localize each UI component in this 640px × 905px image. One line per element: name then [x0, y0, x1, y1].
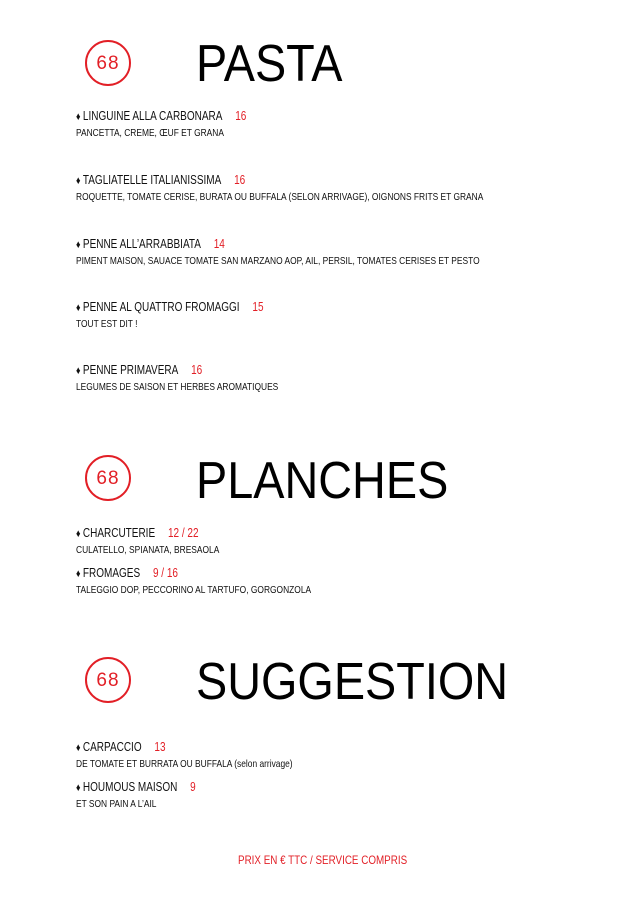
logo-planches: 68	[85, 455, 131, 501]
menu-item-name: CHARCUTERIE	[82, 526, 156, 540]
menu-item-description: DE TOMATE ET BURRATA OU BUFFALA (selon arrivage)	[76, 758, 293, 770]
menu-item-name-line	[76, 237, 480, 253]
menu-item-price: 13	[154, 740, 166, 754]
menu-item-name-line	[76, 363, 278, 379]
menu-item-price: 16	[191, 363, 203, 377]
menu-item	[76, 173, 483, 205]
menu-item-name: FROMAGES	[82, 566, 141, 580]
diamond-icon: ♦	[76, 528, 81, 540]
menu-item-description: PANCETTA, CREME, ŒUF ET GRANA	[76, 127, 224, 139]
menu-item-description: TALEGGIO DOP, PECCORINO AL TARTUFO, GORGONZOLA	[76, 584, 312, 596]
menu-item	[76, 740, 293, 772]
logo-suggestion: 68	[85, 657, 131, 703]
menu-item-name: PENNE AL QUATTRO FROMAGGI	[82, 300, 240, 314]
section-title-pasta: PASTA	[196, 35, 343, 93]
menu-item	[76, 363, 278, 395]
menu-item-price: 9 / 16	[152, 566, 178, 580]
menu-item-name-line	[76, 109, 246, 125]
menu-item-name: HOUMOUS MAISON	[82, 780, 178, 794]
menu-item-name-line	[76, 526, 219, 542]
diamond-icon: ♦	[76, 111, 81, 123]
section-title-planches: PLANCHES	[196, 452, 449, 510]
menu-item-name-line	[76, 173, 483, 189]
menu-item	[76, 526, 219, 558]
menu-item-name: CARPACCIO	[82, 740, 142, 754]
menu-item-name: PENNE ALL’ARRABBIATA	[82, 237, 201, 251]
menu-item-name: TAGLIATELLE ITALIANISSIMA	[82, 173, 222, 187]
menu-item-description: CULATELLO, SPIANATA, BRESAOLA	[76, 544, 220, 556]
diamond-icon: ♦	[76, 175, 81, 187]
menu-item-name-line	[76, 740, 293, 756]
diamond-icon: ♦	[76, 568, 81, 580]
menu-item-price: 9	[190, 780, 196, 794]
menu-item-name: PENNE PRIMAVERA	[82, 363, 179, 377]
menu-item-description: TOUT EST DIT !	[76, 318, 138, 330]
diamond-icon: ♦	[76, 365, 81, 377]
menu-item	[76, 300, 264, 332]
section-title-suggestion: SUGGESTION	[196, 653, 509, 711]
diamond-icon: ♦	[76, 742, 81, 754]
menu-item-description: ET SON PAIN A L’AIL	[76, 798, 157, 810]
menu-item-name-line	[76, 300, 264, 316]
menu-item-name: LINGUINE ALLA CARBONARA	[82, 109, 223, 123]
menu-item	[76, 566, 311, 598]
menu-item-name-line	[76, 566, 311, 582]
menu-item-description: ROQUETTE, TOMATE CERISE, BURATA OU BUFFALA (SELON ARRIVAGE), OIGNONS FRITS ET GRANA	[76, 191, 484, 203]
menu-item-price: 14	[213, 237, 225, 251]
diamond-icon: ♦	[76, 302, 81, 314]
menu-item-price: 16	[235, 109, 247, 123]
menu-item-description: LEGUMES DE SAISON ET HERBES AROMATIQUES	[76, 381, 279, 393]
menu-item-price: 12 / 22	[167, 526, 199, 540]
diamond-icon: ♦	[76, 239, 81, 251]
menu-item-description: PIMENT MAISON, SAUACE TOMATE SAN MARZANO AOP, AIL, PERSIL, TOMATES CERISES ET PESTO	[76, 255, 480, 267]
menu-item-price: 15	[252, 300, 264, 314]
menu-item	[76, 109, 246, 141]
menu-item-name-line	[76, 780, 196, 796]
logo-pasta: 68	[85, 40, 131, 86]
menu-item-price: 16	[234, 173, 246, 187]
menu-item	[76, 780, 196, 812]
menu-item	[76, 237, 480, 269]
diamond-icon: ♦	[76, 782, 81, 794]
footer-note: PRIX EN € TTC / SERVICE COMPRIS	[238, 853, 408, 867]
